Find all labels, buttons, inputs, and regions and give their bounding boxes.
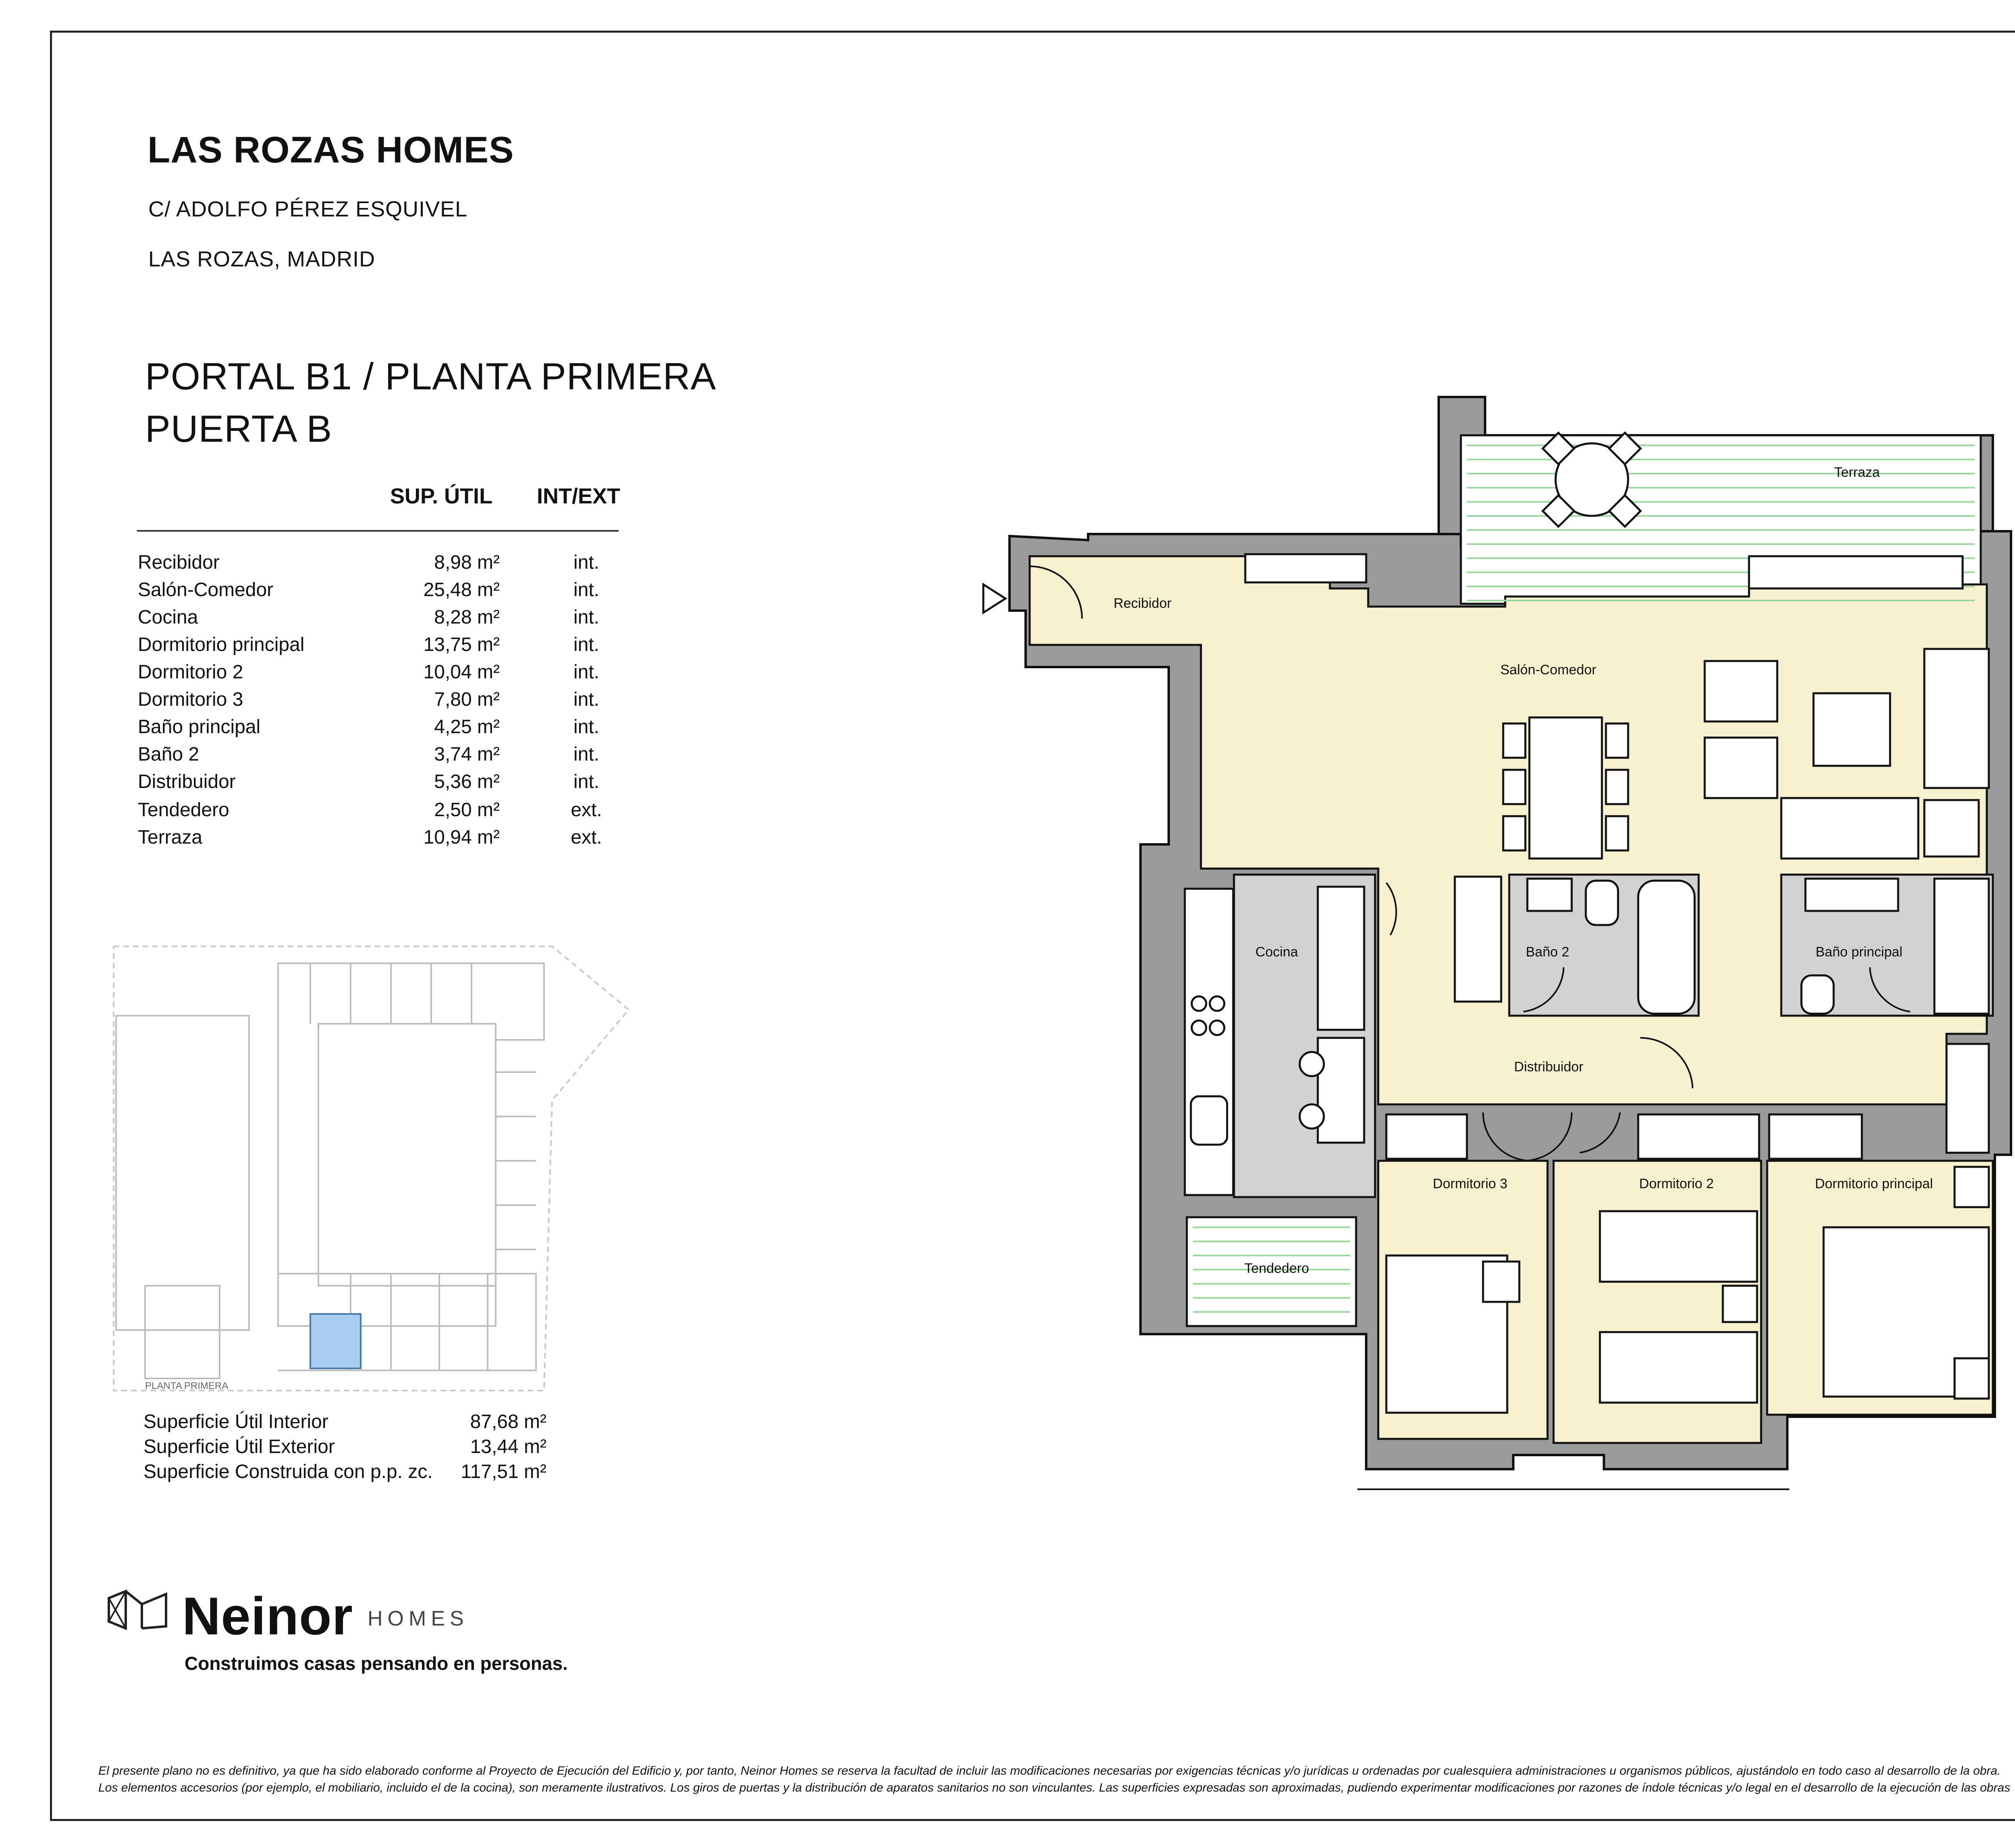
total-value: 117,51 m² xyxy=(461,1461,546,1482)
label-bano2: Baño 2 xyxy=(1526,944,1569,960)
total-name: Superficie Útil Exterior xyxy=(143,1436,335,1457)
label-cocina: Cocina xyxy=(1255,944,1298,960)
total-name: Superficie Útil Interior xyxy=(143,1411,328,1432)
brand-block xyxy=(106,1586,469,1646)
label-distribuidor: Distribuidor xyxy=(1514,1059,1583,1075)
row-name: Salón-Comedor xyxy=(138,579,274,601)
brand-sub: HOMES xyxy=(368,1607,469,1630)
key-plan-label: PLANTA PRIMERA xyxy=(145,1380,229,1391)
label-recibidor: Recibidor xyxy=(1113,596,1172,611)
row-area: 7,80 m² xyxy=(434,689,500,710)
street-address: C/ ADOLFO PÉREZ ESQUIVEL xyxy=(148,197,468,221)
total-name: Superficie Construida con p.p. zc. xyxy=(143,1461,433,1482)
door-label: PUERTA B xyxy=(145,407,332,450)
row-type: int. xyxy=(573,661,600,683)
row-name: Dormitorio principal xyxy=(138,634,305,655)
label-terraza: Terraza xyxy=(1834,465,1880,480)
neinor-logo-icon xyxy=(106,1588,170,1632)
portal-floor: PORTAL B1 / PLANTA PRIMERA xyxy=(145,355,717,397)
row-name: Baño principal xyxy=(138,716,261,738)
label-dormitorio3: Dormitorio 3 xyxy=(1433,1176,1508,1191)
row-type: int. xyxy=(573,607,600,628)
disclaimer-line-2: Los elementos accesorios (por ejemplo, el mobiliario, incluido el de la cocina), son meramente ilustrativos. Los giros de puertas y la distribución de aparatos sanitarios no son vinculantes. Las superficies expresadas son aproximadas, pudiendo experimentar modificaciones por razones de índole técnicas y/o legal en el desarrollo de la ejecución de las obras xyxy=(98,1781,2011,1794)
row-area: 4,25 m² xyxy=(434,716,500,738)
project-title: LAS ROZAS HOMES xyxy=(147,129,514,170)
row-area: 13,75 m² xyxy=(423,634,500,655)
row-name: Tendedero xyxy=(138,799,229,821)
row-name: Baño 2 xyxy=(138,744,199,765)
terrace-table xyxy=(1543,433,1641,527)
city: LAS ROZAS, MADRID xyxy=(148,247,376,271)
row-type: ext. xyxy=(571,827,602,848)
row-area: 10,04 m² xyxy=(423,661,500,683)
disclaimer-line-1: El presente plano no es definitivo, ya que ha sido elaborado conforme al Proyecto de Ejecución del Edificio y, por tanto, Neinor Homes se reserva la facultad de incluir las modificaciones necesarias por exigencias técnicas y/o jurídicas u ordenadas por cualesquiera administraciones u organismos públicos, ajustándolo en todo caso al desarrollo de la obra. xyxy=(98,1764,2001,1777)
col-area-header: SUP. ÚTIL xyxy=(390,484,493,508)
row-area: 3,74 m² xyxy=(434,744,500,765)
row-type: int. xyxy=(573,744,600,765)
label-bano-principal: Baño principal xyxy=(1816,944,1903,960)
row-area: 5,36 m² xyxy=(434,771,500,792)
entrance-arrow-icon xyxy=(983,584,1005,613)
row-area: 10,94 m² xyxy=(423,827,500,848)
row-name: Dormitorio 3 xyxy=(138,689,243,710)
row-name: Cocina xyxy=(138,607,198,628)
row-type: int. xyxy=(573,716,600,738)
brand-name: Neinor xyxy=(182,1586,353,1646)
row-name: Distribuidor xyxy=(138,771,236,792)
row-type: int. xyxy=(573,552,600,573)
row-name: Recibidor xyxy=(138,552,220,573)
row-area: 2,50 m² xyxy=(434,799,500,821)
row-type: int. xyxy=(573,689,600,710)
total-value: 13,44 m² xyxy=(470,1436,546,1457)
row-area: 8,98 m² xyxy=(434,552,500,573)
total-value: 87,68 m² xyxy=(470,1411,546,1432)
row-area: 25,48 m² xyxy=(423,579,500,601)
col-type-header: INT/EXT xyxy=(537,484,621,508)
label-tendedero: Tendedero xyxy=(1244,1261,1309,1276)
row-type: int. xyxy=(573,771,600,792)
row-type: int. xyxy=(573,579,600,601)
row-name: Terraza xyxy=(138,827,203,848)
row-type: int. xyxy=(573,634,600,655)
label-dormitorio2: Dormitorio 2 xyxy=(1639,1176,1714,1191)
label-dormitorio-principal: Dormitorio principal xyxy=(1815,1176,1933,1191)
row-name: Dormitorio 2 xyxy=(138,661,243,683)
label-salon: Salón-Comedor xyxy=(1500,662,1597,678)
brand-slogan: Construimos casas pensando en personas. xyxy=(185,1653,568,1674)
row-type: ext. xyxy=(571,799,602,821)
row-area: 8,28 m² xyxy=(434,607,500,628)
